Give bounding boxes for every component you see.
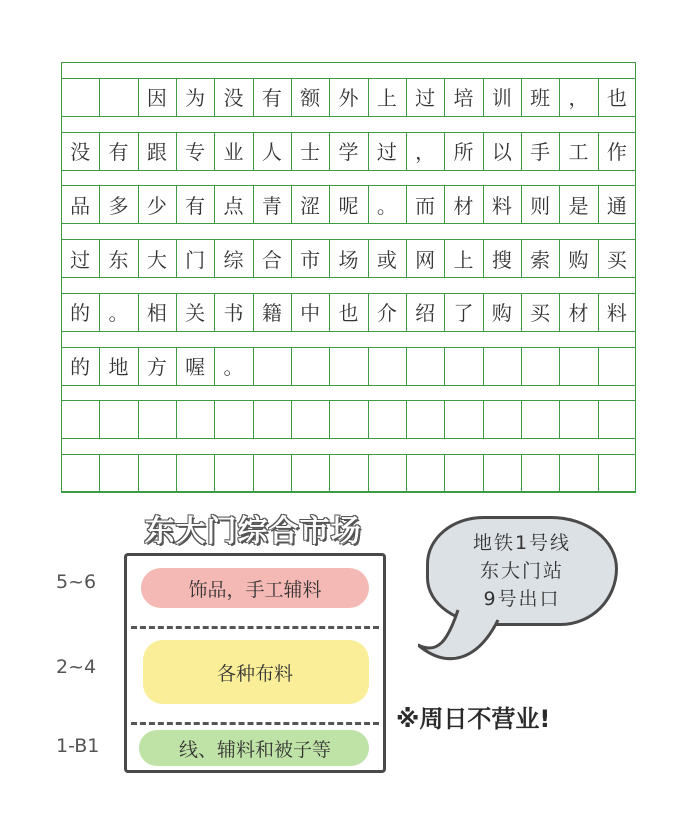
grid-cell: 少 <box>146 193 167 218</box>
grid-cell: 人 <box>261 140 282 164</box>
grid-cell: 材 <box>568 301 589 326</box>
grid-cell: 没 <box>70 140 91 164</box>
grid-cell <box>559 454 597 492</box>
floor-label: 各种布料 <box>216 662 293 685</box>
bubble-line: 地铁1号线 <box>472 532 572 554</box>
grid-cell: 点 <box>223 193 244 218</box>
grid-cell: 则 <box>530 193 551 218</box>
grid-cell <box>291 400 329 438</box>
grid-cell: 外 <box>338 86 359 111</box>
grid-line <box>61 385 636 386</box>
grid-cell: 手 <box>530 140 551 164</box>
grid-cell <box>598 400 636 438</box>
grid-cell <box>483 347 521 385</box>
grid-line <box>61 62 636 63</box>
grid-cell <box>99 78 137 116</box>
grid-cell: 班 <box>530 86 551 111</box>
grid-line <box>61 116 636 117</box>
grid-cell: 多 <box>108 193 129 218</box>
grid-cell: 料 <box>606 301 627 326</box>
grid-cell: 中 <box>300 301 321 326</box>
floor-number: 1-B1 <box>56 735 100 757</box>
floor-divider <box>131 626 379 629</box>
grid-cell: ， <box>415 140 436 164</box>
grid-cell <box>291 454 329 492</box>
grid-cell: 综 <box>223 247 244 272</box>
grid-cell: 跟 <box>146 140 167 164</box>
grid-cell: 上 <box>453 247 474 272</box>
closed-note: ※周日不营业! <box>396 705 551 733</box>
grid-cell <box>176 400 214 438</box>
grid-cell <box>253 347 291 385</box>
grid-cell: 呢 <box>338 193 359 218</box>
grid-cell: 合 <box>261 247 282 272</box>
grid-cell <box>176 454 214 492</box>
grid-cell <box>559 400 597 438</box>
grid-cell: 地 <box>108 355 129 379</box>
grid-cell <box>406 454 444 492</box>
grid-cell: 介 <box>376 301 397 326</box>
grid-cell: 方 <box>146 355 167 379</box>
floor-label: 饰品，手工辅料 <box>188 578 322 601</box>
grid-cell: 。 <box>223 355 244 379</box>
grid-cell: 索 <box>530 247 551 272</box>
grid-cell: 工 <box>568 140 589 164</box>
grid-cell: 训 <box>491 86 512 111</box>
grid-cell <box>61 454 99 492</box>
grid-cell: 材 <box>453 193 474 218</box>
grid-cell <box>99 454 137 492</box>
grid-cell <box>444 400 482 438</box>
grid-cell: 有 <box>185 193 206 218</box>
grid-line <box>61 491 636 492</box>
grid-cell: 购 <box>491 301 512 326</box>
bubble-tail <box>418 600 528 680</box>
grid-cell <box>406 347 444 385</box>
grid-cell: 的 <box>70 301 91 326</box>
grid-cell <box>368 400 406 438</box>
grid-cell <box>521 454 559 492</box>
grid-cell: 搜 <box>491 247 512 272</box>
grid-cell: 士 <box>300 140 321 164</box>
grid-cell: 品 <box>70 193 91 218</box>
grid-cell <box>444 454 482 492</box>
floor-number: 2~4 <box>56 656 97 678</box>
grid-cell: 学 <box>338 140 359 164</box>
grid-cell <box>329 400 367 438</box>
grid-cell <box>406 400 444 438</box>
grid-cell: 以 <box>491 140 512 164</box>
grid-line <box>61 331 636 332</box>
grid-cell <box>483 400 521 438</box>
grid-cell <box>329 454 367 492</box>
grid-cell: 网 <box>415 247 436 272</box>
grid-cell: 购 <box>568 247 589 272</box>
grid-cell <box>99 400 137 438</box>
grid-cell: 作 <box>606 140 627 164</box>
grid-cell <box>329 347 367 385</box>
grid-cell: 大 <box>146 247 167 272</box>
floor-divider <box>131 722 379 725</box>
grid-cell: 青 <box>261 193 282 218</box>
grid-line <box>61 170 636 171</box>
grid-cell: 绍 <box>415 301 436 326</box>
grid-cell <box>291 347 329 385</box>
grid-cell: 通 <box>606 193 627 218</box>
grid-line <box>61 277 636 278</box>
grid-cell: 是 <box>568 193 589 218</box>
grid-cell: 了 <box>453 301 474 326</box>
grid-cell: 相 <box>146 301 167 326</box>
grid-cell <box>368 454 406 492</box>
grid-cell: 所 <box>453 140 474 164</box>
bubble-line: 东大门站 <box>479 560 564 582</box>
grid-cell: 过 <box>70 247 91 272</box>
grid-cell: 。 <box>108 301 129 326</box>
grid-line <box>61 492 636 493</box>
grid-cell <box>61 400 99 438</box>
grid-cell: 喔 <box>185 355 206 379</box>
market-title: 东大门综合市场 <box>144 514 362 549</box>
grid-cell <box>598 347 636 385</box>
grid-cell <box>253 454 291 492</box>
grid-line <box>61 223 636 224</box>
bubble-line: 9号出口 <box>483 588 561 610</box>
grid-cell <box>138 454 176 492</box>
grid-cell: 也 <box>338 301 359 326</box>
grid-cell: 过 <box>415 86 436 111</box>
grid-cell: 而 <box>415 193 436 218</box>
grid-cell: 有 <box>261 86 282 111</box>
grid-cell: 的 <box>70 355 91 379</box>
grid-cell: 培 <box>453 86 474 111</box>
grid-cell: 料 <box>491 193 512 218</box>
grid-cell: 因 <box>146 86 167 111</box>
grid-cell: 场 <box>338 247 359 272</box>
grid-cell: 上 <box>376 86 397 111</box>
grid-cell: 。 <box>376 193 397 218</box>
grid-cell: 过 <box>376 140 397 164</box>
grid-cell: 籍 <box>261 301 282 326</box>
grid-cell: 关 <box>185 301 206 326</box>
manuscript-grid <box>61 62 636 492</box>
grid-cell <box>559 347 597 385</box>
grid-line <box>61 438 636 439</box>
grid-cell <box>521 400 559 438</box>
grid-cell: ， <box>568 86 589 111</box>
floor-number: 5~6 <box>56 571 97 593</box>
grid-cell <box>253 400 291 438</box>
grid-cell: 为 <box>185 86 206 111</box>
grid-cell <box>214 400 252 438</box>
grid-cell: 门 <box>185 247 206 272</box>
grid-cell: 额 <box>300 86 321 111</box>
grid-cell <box>483 454 521 492</box>
grid-cell: 买 <box>530 301 551 326</box>
grid-cell: 买 <box>606 247 627 272</box>
grid-cell <box>598 454 636 492</box>
grid-cell: 业 <box>223 140 244 164</box>
grid-cell: 或 <box>376 247 397 272</box>
grid-cell: 没 <box>223 86 244 111</box>
grid-cell: 东 <box>108 247 129 272</box>
grid-cell <box>368 347 406 385</box>
grid-cell: 书 <box>223 301 244 326</box>
grid-cell: 专 <box>185 140 206 164</box>
grid-cell <box>521 347 559 385</box>
market-building <box>124 553 386 773</box>
grid-cell <box>138 400 176 438</box>
floor-label: 线、辅料和被子等 <box>178 738 331 761</box>
grid-cell: 市 <box>300 247 321 272</box>
grid-cell: 有 <box>108 140 129 164</box>
grid-cell: 也 <box>606 86 627 111</box>
grid-cell <box>444 347 482 385</box>
grid-cell <box>61 78 99 116</box>
grid-cell: 涩 <box>300 193 321 218</box>
grid-cell <box>214 454 252 492</box>
